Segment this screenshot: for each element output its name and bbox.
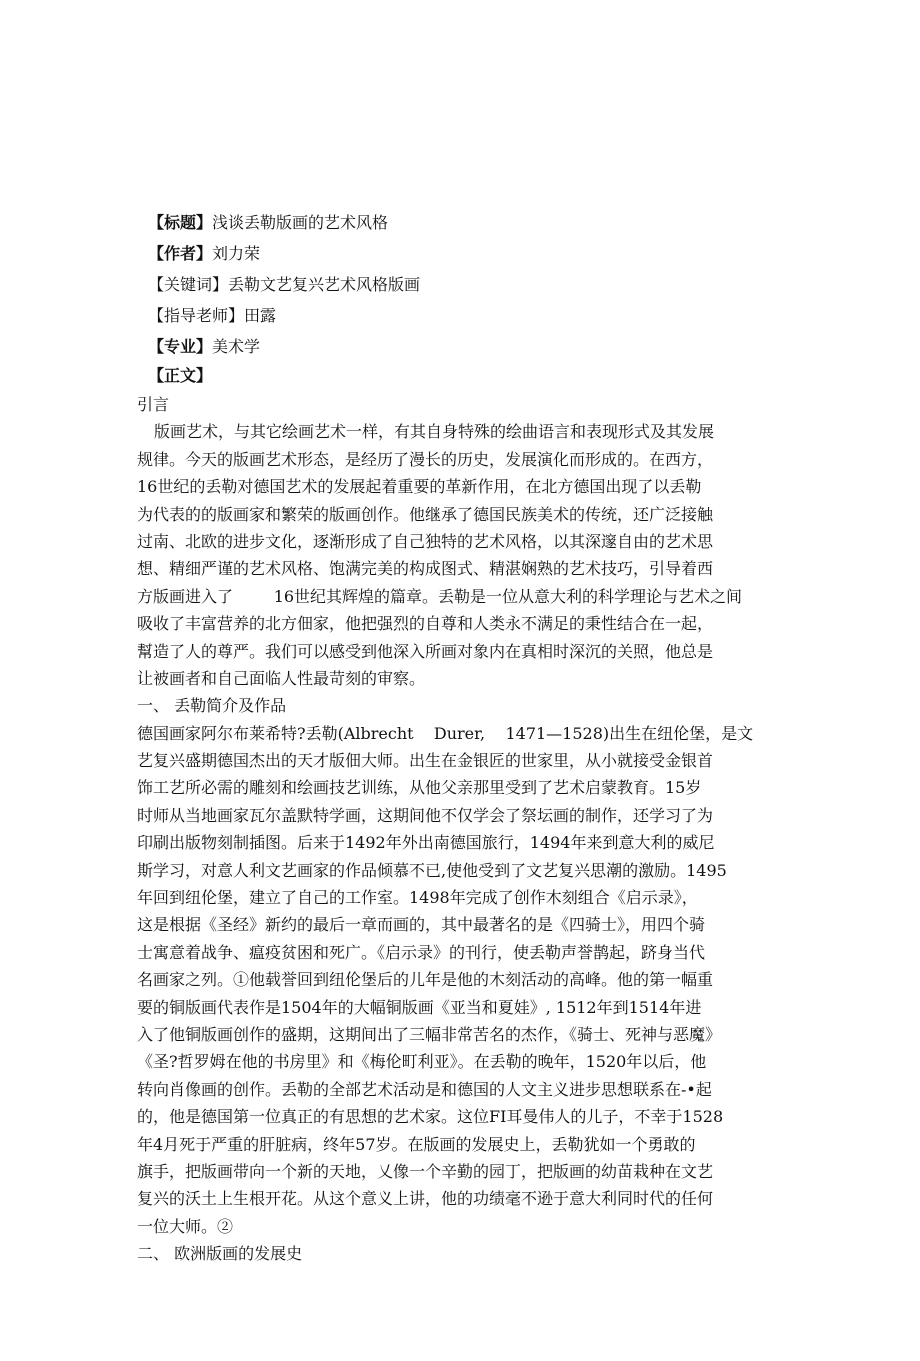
text-line: 要的铜版画代表作是1504年的大幅铜版画《亚当和夏娃》, 1512年到1514年进 xyxy=(137,997,702,1017)
text-line: 规律。今天的版画艺术形态，是经历了漫长的历史，发展演化而形成的。在西方， xyxy=(137,449,714,469)
advisor-key: 【指导老师】 xyxy=(148,306,245,325)
section-heading-2: 二、 欧洲版画的发展史 xyxy=(137,1244,303,1264)
text-line: 士寓意着战争、瘟疫贫困和死广。《启示录》的刊行，使丢勒声誉鹊起，跻身当代 xyxy=(137,942,706,962)
author-row xyxy=(148,238,420,269)
text-line: 版画艺术，与其它绘画艺术一样，有其自身特殊的绘曲语言和表现形式及其发展 xyxy=(154,422,715,442)
text-line: 为代表的的版画家和繁荣的版画创作。他继承了德国民族美术的传统，还广泛接触 xyxy=(137,504,714,524)
text-line: 这是根据《圣经》新约的最后一章而画的，其中最著名的是《四骑士》，用四个骑 xyxy=(137,915,706,935)
text-line: 斯学习，对意人利文艺画家的作品倾慕不已,使他受到了文艺复兴思潮的激励。1495 xyxy=(137,860,727,880)
metadata-block xyxy=(148,207,420,389)
text-line: 饰工艺所必需的雕刻和绘画技艺训练，从他父亲那里受到了艺术启蒙教育。15岁 xyxy=(137,778,702,798)
keywords-value: 丢勒文艺复兴艺术风格版画 xyxy=(228,275,421,294)
major-row xyxy=(148,331,420,362)
text-line: 年回到纽伦堡，建立了自己的工作室。1498年完成了创作木刻组合《启示录》， xyxy=(137,888,698,908)
text-line: 年4月死于严重的肝脏病，终年57岁。在版画的发展史上，丢勒犹如一个勇敢的 xyxy=(137,1134,696,1154)
major-key: 【专业】 xyxy=(148,337,213,356)
title-value: 浅谈丢勒版画的艺术风格 xyxy=(212,213,389,232)
text-line: 16世纪的丢勒对德国艺术的发展起着重要的革新作用，在北方德国出现了以丢勒 xyxy=(137,477,702,497)
author-value: 刘力荣 xyxy=(212,244,261,263)
text-line: 想、精细严谨的艺术风格、饱满完美的构成图式、精湛娴熟的艺术技巧，引导着西 xyxy=(137,559,714,579)
text-line: 入了他铜版画创作的盛期，这期间出了三幅非常苦名的杰作，《骑士、死神与恶魔》 xyxy=(137,1024,722,1044)
text-line: 德国画家阿尔布莱希特?丢勒(Albrecht Durer, 1471—1528)出生在纽伦堡，是文 xyxy=(137,723,754,743)
section-heading-intro: 引言 xyxy=(137,395,170,414)
text-line: 时师从当地画家瓦尔盖默特学画，这期间他不仅学会了祭坛画的制作，还学习了为 xyxy=(137,805,714,825)
major-value: 美术学 xyxy=(212,337,261,356)
text-line: 印刷出版物刻制插图。后来于1492年外出南德国旅行，1494年来到意大利的威尼 xyxy=(137,833,715,853)
text-line: 《圣?哲罗姆在他的书房里》和《梅伦町利亚》。在丢勒的晚年，1520年以后，他 xyxy=(137,1052,707,1072)
keywords-key: 【关键词】 xyxy=(148,275,229,294)
text-line: 名画家之列。①他载誉回到纽伦堡后的儿年是他的木刻活动的高峰。他的第一幅重 xyxy=(137,970,714,990)
text-line: 复兴的沃土上生根开花。从这个意义上讲，他的功绩毫不逊于意大利同时代的任何 xyxy=(137,1189,714,1209)
text-line: 的，他是德国第一位真正的有思想的艺术家。这位FI耳曼伟人的儿子，不幸于1528 xyxy=(137,1107,724,1127)
text-line: 吸收了丰富营养的北方佃家，他把强烈的自尊和人类永不满足的秉性结合在一起， xyxy=(137,614,714,634)
section-heading-1: 一、 丢勒简介及作品 xyxy=(137,696,287,716)
title-row xyxy=(148,207,420,238)
body-text xyxy=(137,391,787,1268)
body-label-row xyxy=(148,362,420,389)
text-line: 转向肖像画的创作。丢勒的全部艺术活动是和德国的人文主义进步思想联系在-•起 xyxy=(137,1079,712,1099)
title-key: 【标题】 xyxy=(148,213,213,232)
advisor-value: 田露 xyxy=(244,306,277,325)
author-key: 【作者】 xyxy=(148,244,213,263)
text-line: 方版画进入了 16世纪其辉煌的篇章。丢勒是一位从意大利的科学理论与艺术之间 xyxy=(137,586,743,606)
advisor-row xyxy=(148,300,420,331)
text-line: 让被画者和自己面临人性最苛刻的审察。 xyxy=(137,668,426,688)
text-line: 旗手，把版画带向一个新的天地，乂像一个辛勤的园丁，把版画的幼苗栽种在文艺 xyxy=(137,1161,714,1181)
text-line: 一位大师。② xyxy=(137,1216,234,1236)
text-line: 幫造了人的尊严。我们可以感受到他深入所画对象内在真相时深沉的关照，他总是 xyxy=(137,641,714,661)
keywords-row xyxy=(148,269,420,300)
text-line: 过南、北欧的进步文化，逐渐形成了自己独特的艺术风格，以其深邃自由的艺术思 xyxy=(137,531,714,551)
text-line: 艺复兴盛期德国杰出的天才版佃大师。出生在金银匠的世家里，从小就接受金银首 xyxy=(137,751,714,771)
body-label: 【正文】 xyxy=(148,366,213,385)
